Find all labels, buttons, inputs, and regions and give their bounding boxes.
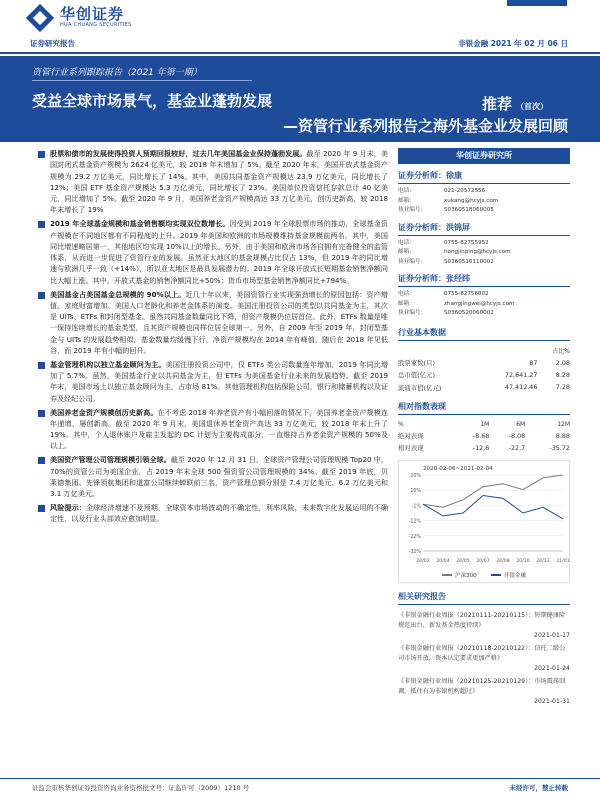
basic-data-cell: 87 <box>529 358 538 367</box>
relative-performance-title: 相对指数表现 <box>398 401 570 415</box>
basic-data-cell: 7.28 <box>555 383 570 392</box>
basic-header-cell: 占比% <box>552 348 570 356</box>
basic-data-cell: 流通市值(亿元) <box>398 383 442 392</box>
performance-cell: -8.68 <box>472 431 490 440</box>
performance-row <box>398 429 570 441</box>
footer-divider <box>0 778 600 779</box>
legend-item <box>491 571 526 579</box>
header-divider <box>0 52 600 54</box>
contact-key: 邮箱： <box>398 300 415 307</box>
bullet-bold-lead: 美国养老金资产规模创历史新高。 <box>50 407 158 417</box>
doc-type: 证券研究报告 <box>30 39 75 48</box>
bullet-bold-lead: 风险提示： <box>50 502 86 512</box>
x-tick-label: 20/10 <box>516 558 530 564</box>
related-report-title[interactable]: 《非银金融行业周报（20210111-20210115）：短期健康险规范出台，新发基金热度持续》 <box>398 611 566 629</box>
company-logo <box>30 6 132 29</box>
sidebar <box>398 148 570 710</box>
header-tab-decoration <box>507 0 567 6</box>
rating-note: （首次） <box>516 102 548 111</box>
summary-bullet <box>38 502 388 525</box>
bullet-text <box>50 218 388 286</box>
basic-data-cell: 股票家数(只) <box>398 359 435 368</box>
summary-bullet <box>38 407 388 452</box>
summary-bullet <box>38 289 388 357</box>
basic-data-cell: 72,641.27 <box>504 370 538 379</box>
relative-performance-table <box>398 419 570 454</box>
contact-value: S0360516110002 <box>444 258 494 265</box>
legend-label: 沪深300 <box>454 572 477 579</box>
contact-value: S0360518060005 <box>444 207 494 213</box>
bullet-body: 近几十年以来，美国资管行业实现强劲增长的原因包括：资产增值、家庭财富增加、美国人口老龄化和养老金体系的演变。美国注册投资公司的类型以共同基金为主，其次是 UITs、ETFs 和封闭型基金。虽然共同基金数量同比下降，但资产规模仍位居首位。此外，ETFs 数量是唯一保持连续增长的基金类型，且其资产规模也同样位居全球第一。另外，自 2009 年至 2019 年，封闭型基金与 UITs 的发展趋势相似，基金数量均缓慢下行，净资产规模均在 2014 年有峰值，随后在 2018 年见低谷，而 2019 年有小幅的回升。 <box>50 289 389 356</box>
analyst-contact-row <box>398 290 570 300</box>
industry-date: 非银金融 2021 年 02 月 06 日 <box>458 39 568 48</box>
contact-key: 电话： <box>398 188 415 194</box>
related-report-date: 2021-01-17 <box>534 631 570 639</box>
summary-bullet <box>38 359 388 404</box>
related-report-title[interactable]: 《非银金融行业周报（20210125-20210129）：市场震荡回调，抵住有为非银机构超过》 <box>398 677 566 695</box>
series-line-index <box>423 475 563 507</box>
contact-value: zhangjingwei@hcyjs.com <box>444 300 515 307</box>
basic-data-cell: 47,412.46 <box>504 383 538 392</box>
analyst-card <box>398 222 570 268</box>
performance-cell: -12.6 <box>472 443 490 452</box>
y-tick-label: -12% <box>408 519 421 525</box>
performance-cell: -8.08 <box>508 431 526 440</box>
bullet-square-icon <box>38 505 45 512</box>
y-tick-label: -22% <box>408 534 421 540</box>
bullet-bold-lead: 基金管理机构以独立基金顾问为主。 <box>50 359 166 369</box>
legend-swatch <box>442 574 452 576</box>
report-title: 受益全球市场景气，基金业蓬勃发展 <box>32 92 273 110</box>
analyst-name: 证券分析师：洪锦屏 <box>398 222 570 236</box>
bullet-square-icon <box>38 221 45 228</box>
basic-data-cell: 总市值(亿元) <box>398 371 435 380</box>
contact-key: 执业编号： <box>398 258 426 265</box>
x-tick-label: 20/08 <box>496 558 510 564</box>
x-tick-label: 20/02 <box>416 558 430 564</box>
contact-key: 邮箱： <box>398 249 415 255</box>
basic-data-row <box>398 357 570 369</box>
chart-legend <box>399 571 569 582</box>
basic-data-row <box>398 381 570 393</box>
bullet-text <box>50 289 388 357</box>
contact-value: 0755-82755952 <box>444 239 489 246</box>
bullet-text <box>50 502 388 525</box>
logo-mark-icon <box>26 3 54 31</box>
series-underline <box>32 80 252 81</box>
summary-bullet <box>38 218 388 286</box>
bullet-text <box>50 407 388 452</box>
bullet-bold-lead: 美国基金占美国基金总规模的 90%以上。 <box>50 289 186 299</box>
analyst-card <box>398 273 570 319</box>
series-label: 资管行业系列跟踪报告（2021 年第一期） <box>32 68 202 78</box>
y-tick-label: -32% <box>408 549 421 555</box>
performance-header-cell: 12M <box>557 420 570 428</box>
x-tick-label: 20/05 <box>456 558 470 564</box>
contact-value: hongjinping@hcyjs.com <box>444 249 511 255</box>
logo-name-en: HUA CHUANG SECURITIES <box>60 22 132 28</box>
analyst-card <box>398 170 570 216</box>
performance-cell: -22.7 <box>508 443 526 452</box>
basic-data-table <box>398 345 570 394</box>
performance-row <box>398 442 570 454</box>
contact-value: 0755-82756802 <box>444 291 489 297</box>
analyst-contact-row <box>398 309 570 319</box>
rating <box>482 93 548 114</box>
bullet-body: 在不考虑 2018 年养老资产有小幅回落的情况下，美国养老金资产规模连年递增，屡创新高。截至 2020 年 9 月末，美国退休养老金资产高达 33 万亿美元，较 2018 年末上升了 19%。其中，个人退休账户及雇主发起的 DC 计划为主要构成部分，一直维持占养老金资产规模的 50%及以上。 <box>50 407 389 451</box>
performance-chart-svg <box>399 461 569 567</box>
performance-header-cell: 6M <box>516 420 526 428</box>
analyst-contact-row <box>398 258 570 268</box>
legend-item <box>442 571 477 579</box>
bullet-square-icon <box>38 362 45 369</box>
contact-value: 021-20572556 <box>444 188 486 194</box>
basic-data-row <box>398 369 570 381</box>
contact-key: 执业编号： <box>398 207 426 213</box>
analyst-list <box>398 170 570 319</box>
bullet-body: 截至 2020 年 12 月 31 日，全球资产管理公司管理规模 Top20 中，70%的资管公司为美国企业，占 2019 年末全球 500 强资管公司管理规模的 34%。截至 2019 年底，贝莱德集团、先锋领航集团和道富公司继续蝉联前三名，资产管理总额分别是 7.4 万亿美元、6.2 万亿美元和 3.1 万亿美元。 <box>50 455 389 499</box>
analyst-contact-row <box>398 300 570 310</box>
bullet-bold-lead: 2019 年全球基金规模和基金销售额均实现双位数增长。 <box>50 219 230 229</box>
bullet-bold-lead: 股票和债市的发展使得投资人预期回报较好，过去几年美国基金业保持蓬勃发展。 <box>50 149 307 158</box>
performance-cell: -35.72 <box>549 443 570 452</box>
bullet-square-icon <box>38 151 45 158</box>
related-report-date: 2021-01-24 <box>534 664 570 672</box>
contact-key: 电话： <box>398 239 415 246</box>
performance-header-cell: % <box>398 420 404 428</box>
related-report-date: 2021-01-31 <box>534 697 570 705</box>
analyst-name: 证券分析师：张经纬 <box>398 273 570 287</box>
contact-value: S0360520060002 <box>444 310 494 316</box>
bullet-square-icon <box>38 410 45 417</box>
analyst-contact-row <box>398 187 570 197</box>
bullet-text <box>50 359 388 404</box>
rating-label: 推荐 <box>481 95 512 113</box>
analyst-contact-row <box>398 197 570 207</box>
x-tick-label: 20/04 <box>436 558 450 564</box>
bullet-bold-lead: 美国资产管理公司管理规模引领全球。 <box>50 455 171 465</box>
logo-name-cn: 华创证券 <box>60 5 125 23</box>
related-report-title[interactable]: 《非银金融行业周报（20210118-20210122）：信托二级公司市场开放，资本认定要求更加严格》 <box>398 644 566 662</box>
performance-chart <box>398 460 570 583</box>
bullet-body: 截至 2020 年 9 月末，美国封闭式基金资产规模为 2624 亿美元，较 2018 年末增加了 5%。截至 2020 年末，美国开放式基金资产规模为 29.2 万亿美元，同比增长了 14%。其中，美国共同基金资产规模达 23.9 万亿美元，同比增长了 12%；美国 ETF 基金资产规模达 5.3 万亿美元，同比增长了 23%。美国单位投资信托存款总计 40 亿美元，同比增加了 5%。截至 2020 年 9 月，美国养老金资产规模高达 33 万亿美元，创历史新高，较 2018 年末增长了 19% <box>50 149 388 215</box>
x-tick-label: 20/12 <box>536 558 550 564</box>
chart-title: 2020-02-06~2021-02-04 <box>423 465 493 472</box>
related-reports-list <box>398 611 570 707</box>
basic-data-title: 行业基本数据 <box>398 327 570 341</box>
bullet-body: 因受到 2019 年全球股票市场的推动，全球基金资产规模在不同地区都有不同程度的上升。2019 年美国和欧洲的市场规模维持基金规模前两名，其中，美国同比增速略居第一，其他地区均实现 10%以上的增长。另外，由于美国和欧洲市场各自拥有完善健全的监管体系，从而进一步促进了资管行业的发展。虽然亚太地区的基金规模占比仅占 13%，但 2019 年的同比增速与欧洲几乎一致（+14%），所以亚太地区是最具发展潜力的。2019 年全球开放式长短期基金销售净额同比大幅上涨。其中，开放式基金的销售净额同比+50%；货币市场型基金销售净额同比+794%。 <box>50 219 388 285</box>
bullet-text <box>50 454 388 499</box>
bullet-text <box>50 148 388 216</box>
bullet-body: 美国注册投资公司中，仅 ETFs 类公司数量连年增加，2019 年同比增加了 5.7%。虽然，美国基金行业以共同基金为主，但 ETFs 为美国基金行业未来的发展趋势。截至 2019 年末，美国市场上以独立基金顾问为主，占市场 81%。其他管理机构包括保险公司，银行和储蓄机构以及证券及经纪公司。 <box>50 359 388 403</box>
report-subtitle: —资管行业系列报告之海外基金业发展回顾 <box>282 117 568 135</box>
bullet-square-icon <box>38 457 45 464</box>
basic-data-cell: 2.08 <box>555 358 570 367</box>
institute-header: 华创证券研究所 <box>398 148 570 164</box>
summary-bullet <box>38 454 388 499</box>
summary-bullet <box>38 148 388 216</box>
contact-key: 电话： <box>398 291 415 297</box>
y-tick-label: -1% <box>411 504 421 510</box>
copyright-note: 未经许可，禁止转载 <box>509 784 568 792</box>
y-tick-label: 20% <box>410 473 421 479</box>
contact-key: 邮箱： <box>398 197 415 204</box>
legend-label: 非银金融 <box>503 572 527 579</box>
performance-cell: 8.88 <box>555 431 570 440</box>
performance-cell: 绝对表现 <box>398 432 424 441</box>
x-tick-label: 20/07 <box>476 558 490 564</box>
summary-bullets <box>38 148 388 527</box>
y-tick-label: 10% <box>410 489 421 495</box>
analyst-contact-row <box>398 248 570 258</box>
basic-data-cell: 8.28 <box>555 370 570 379</box>
performance-cell: 相对表现 <box>398 444 424 453</box>
bullet-square-icon <box>38 292 45 299</box>
analyst-contact-row <box>398 206 570 216</box>
bullet-body: 全球经济增速不及预期，全球资本市场波动的不确定性，利率风险，未来数字化发展运用的不确定性，以及行业头部效应愈加明显。 <box>50 502 388 524</box>
related-reports-title: 相关研究报告 <box>398 591 570 605</box>
contact-key: 执业编号： <box>398 310 426 316</box>
license-note: 证监会审核华创证券投资咨询业务资格批文号：证监许可（2009）1210 号 <box>32 784 250 792</box>
performance-header-cell: 1M <box>480 420 490 428</box>
contact-value: xukang@hcyjs.com <box>444 197 499 204</box>
analyst-name: 证券分析师：徐康 <box>398 170 570 184</box>
legend-swatch <box>491 574 501 576</box>
analyst-contact-row <box>398 239 570 249</box>
x-tick-label: 21/01 <box>556 558 569 564</box>
